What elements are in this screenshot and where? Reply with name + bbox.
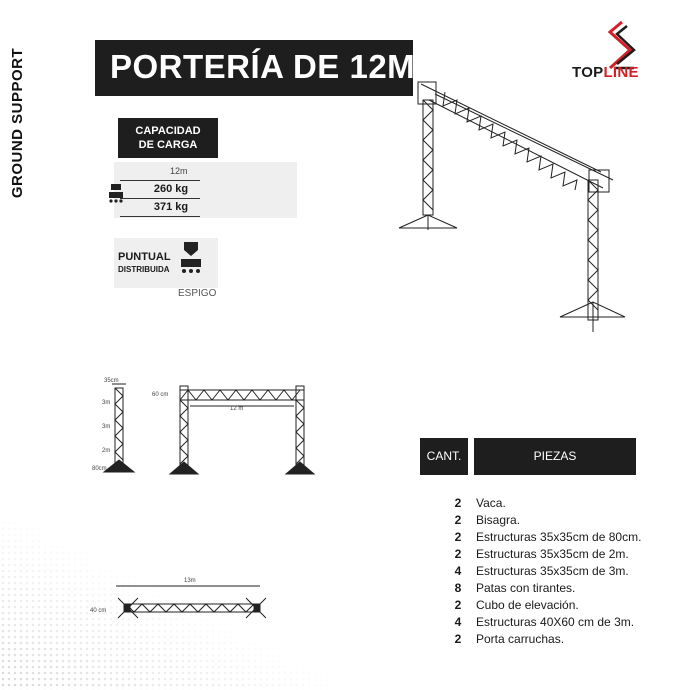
- load-capacity-heading-line1: CAPACIDAD: [135, 125, 201, 137]
- part-quantity: 2: [454, 530, 462, 544]
- parts-column-header: PIEZAS: [474, 438, 636, 475]
- brand-wordmark: TOPLINE: [572, 64, 639, 81]
- qty-column-header: CANT.: [420, 438, 468, 475]
- plan-view-diagram: [90, 574, 270, 624]
- part-description: Estructuras 35x35cm de 80cm.: [476, 530, 642, 544]
- plan-depth-dim: 40 cm: [90, 608, 107, 614]
- spigot-reference-label: ESPIGO: [178, 288, 217, 299]
- table-row: [440, 597, 680, 614]
- part-quantity: 2: [454, 513, 462, 527]
- part-quantity: 2: [454, 496, 462, 510]
- part-description: Cubo de elevación.: [476, 598, 579, 612]
- part-quantity: 2: [454, 632, 462, 646]
- part-description: Porta carruchas.: [476, 632, 565, 646]
- side-top-dim: 35cm: [104, 378, 119, 384]
- front-elevation-diagram: [150, 382, 320, 478]
- table-row: [440, 529, 680, 546]
- parts-list: [440, 495, 680, 648]
- table-row: [440, 563, 680, 580]
- part-description: Bisagra.: [476, 513, 521, 527]
- part-quantity: 8: [454, 581, 462, 595]
- distributed-load-value: 371 kg: [120, 198, 200, 216]
- side-category-label: GROUND SUPPORT: [9, 47, 26, 199]
- front-height-dim: 60 cm: [152, 392, 169, 398]
- plan-span-dim: 13m: [184, 578, 196, 584]
- part-quantity: 2: [454, 598, 462, 612]
- point-load-label: PUNTUAL: [118, 251, 171, 263]
- table-row: [440, 614, 680, 631]
- distributed-load-label: DISTRIBUIDA: [118, 265, 170, 274]
- table-row: [440, 512, 680, 529]
- part-description: Patas con tirantes.: [476, 581, 576, 595]
- point-load-value: 260 kg: [153, 183, 189, 195]
- truss-render-illustration: [385, 70, 635, 350]
- table-row: [440, 580, 680, 597]
- load-type-legend-icon: [178, 242, 204, 282]
- load-capacity-heading-line2: DE CARGA: [138, 139, 198, 151]
- side-elevation-diagram: [90, 372, 150, 478]
- load-values-table: [120, 180, 200, 217]
- part-description: Estructuras 35x35cm de 2m.: [476, 547, 629, 561]
- table-row: [440, 631, 680, 648]
- side-height-3: 2m: [102, 448, 111, 454]
- part-quantity: 2: [454, 547, 462, 561]
- part-description: Estructuras 40X60 cm de 3m.: [476, 615, 635, 629]
- table-row: [440, 546, 680, 563]
- load-capacity-heading: [118, 118, 218, 158]
- span-label: 12m: [170, 166, 188, 176]
- side-height-1: 3m: [102, 400, 111, 406]
- part-description: Estructuras 35x35cm de 3m.: [476, 564, 629, 578]
- side-base-dim: 80cm: [92, 466, 107, 472]
- part-description: Vaca.: [476, 496, 506, 510]
- table-row: [440, 495, 680, 512]
- part-quantity: 4: [454, 564, 462, 578]
- side-height-2: 3m: [102, 424, 111, 430]
- front-span-dim: 12 m: [230, 406, 244, 412]
- part-quantity: 4: [454, 615, 462, 629]
- page-title: PORTERÍA DE 12M: [110, 48, 416, 85]
